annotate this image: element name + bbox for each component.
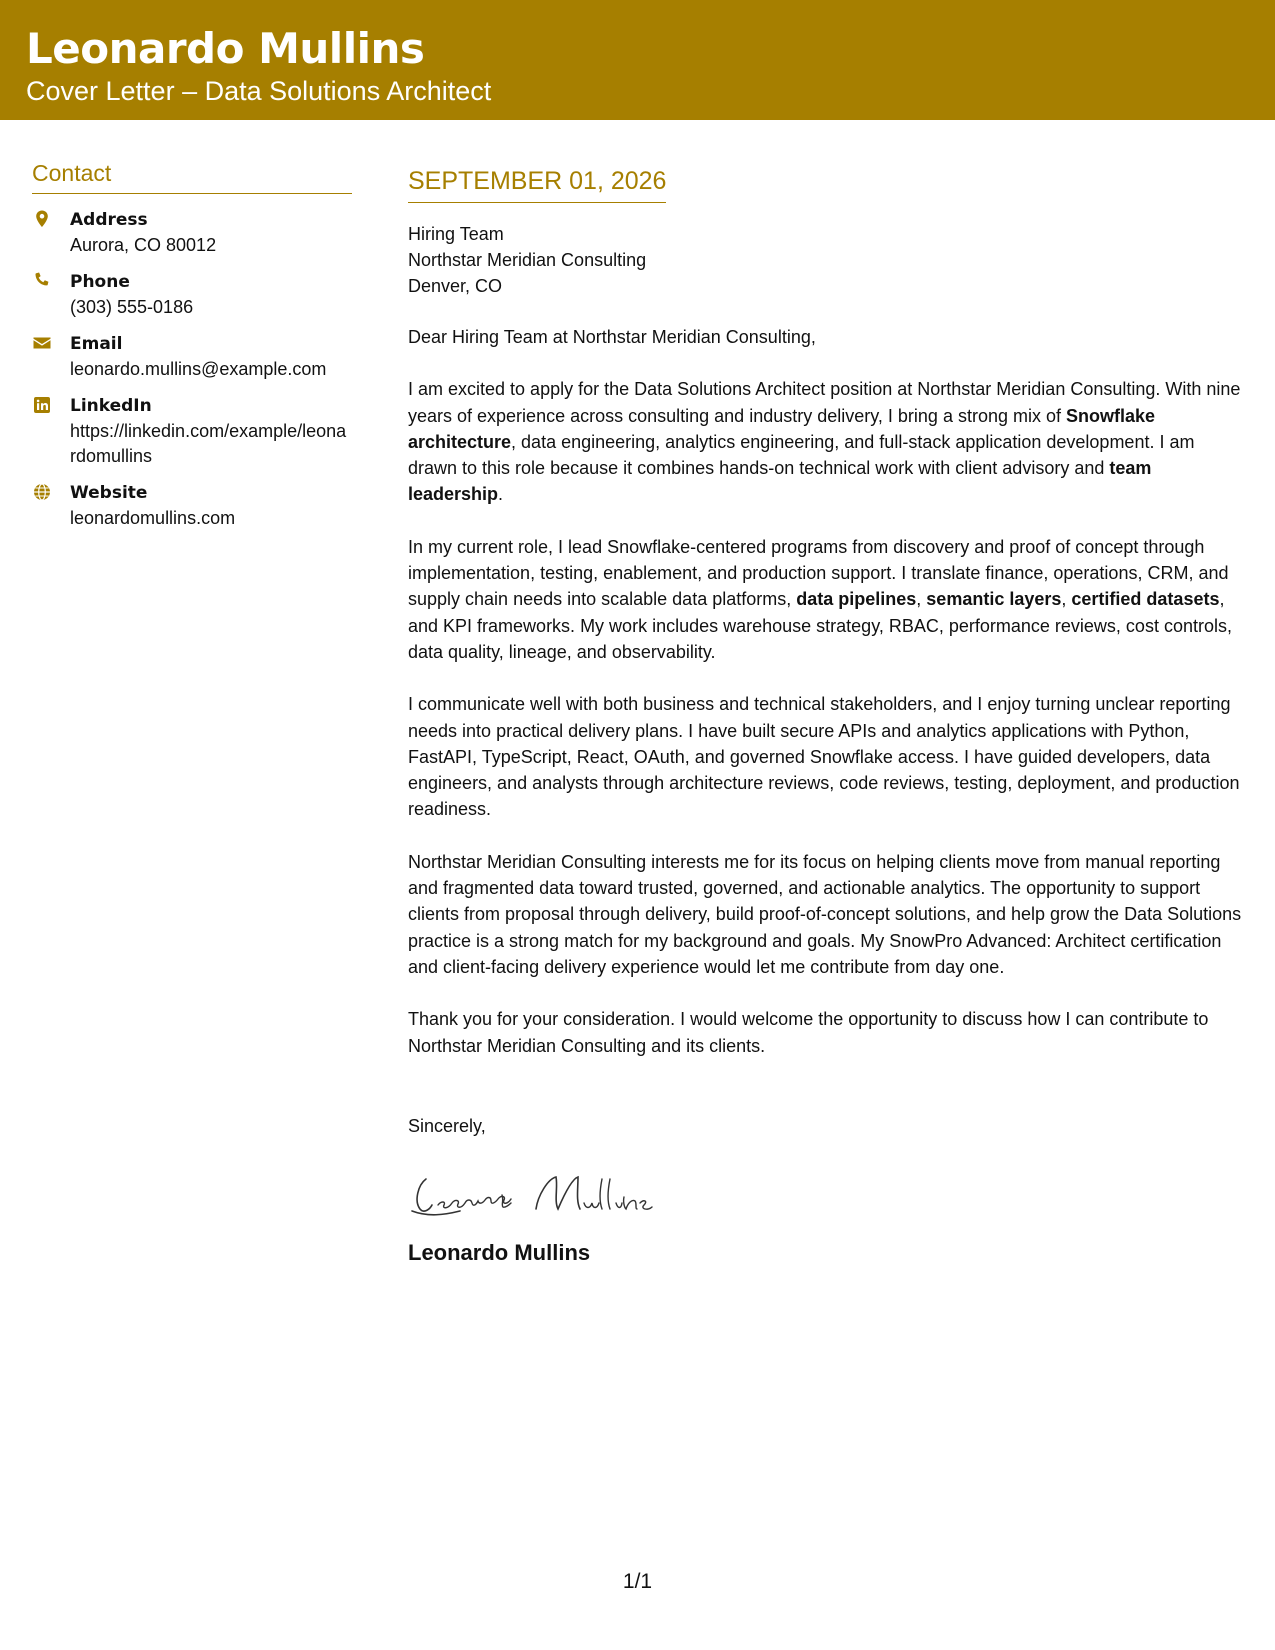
- letter-text: [408, 324, 1248, 1059]
- website-value[interactable]: leonardomullins.com: [70, 508, 236, 528]
- contact-item-website: [32, 481, 352, 531]
- contact-label: Email: [70, 334, 123, 354]
- emphasis: Snowflake architecture: [408, 405, 1156, 452]
- map-pin-icon: [32, 208, 70, 258]
- phone-icon: [32, 270, 70, 320]
- contact-item-phone: [32, 270, 352, 320]
- phone-value: (303) 555-0186: [70, 297, 194, 317]
- handwritten-signature: [408, 1165, 1248, 1225]
- contact-heading: Contact: [32, 160, 352, 194]
- linkedin-icon: [32, 394, 70, 469]
- signer-name: Leonardo Mullins: [408, 1239, 591, 1265]
- closing: Sincerely,: [408, 1115, 486, 1136]
- contact-label: Phone: [70, 272, 130, 292]
- contact-sidebar: [32, 160, 352, 543]
- recipient-line: Hiring Team: [408, 224, 504, 244]
- recipient-line: Denver, CO: [408, 276, 503, 296]
- emphasis: semantic layers: [926, 589, 1062, 610]
- contact-list: [32, 208, 352, 531]
- paragraph-2: In my current role, I lead Snowflake-centered programs from discovery and proof of concept through implementation, testing, enablement, and production support. I translate finance, operations, CRM, and supply chain needs into scalable data platforms, data pipelines, semantic layers, certified datasets, and KPI frameworks. My work includes warehouse strategy, RBAC, performance reviews, cost controls, data quality, lineage, and observability.: [408, 536, 1232, 662]
- address-value: Aurora, CO 80012: [70, 235, 217, 255]
- contact-item-linkedin: [32, 394, 352, 469]
- contact-label: Website: [70, 483, 148, 503]
- linkedin-value[interactable]: https://linkedin.com/example/leonardomullins: [70, 421, 347, 466]
- email-value[interactable]: leonardo.mullins@example.com: [70, 359, 327, 379]
- contact-label: Address: [70, 210, 148, 230]
- paragraph-3: I communicate well with both business and technical stakeholders, and I enjoy turning unclear reporting needs into practical delivery plans. I have built secure APIs and analytics applications with Python, FastAPI, TypeScript, React, OAuth, and governed Snowflake access. I have guided developers, data engineers, and analysts through architecture reviews, code reviews, testing, deployment, and production readiness.: [408, 694, 1240, 820]
- letter-date: SEPTEMBER 01, 2026: [408, 166, 666, 203]
- letter-subtitle: Cover Letter – Data Solutions Architect: [26, 76, 492, 106]
- applicant-name: Leonardo Mullins: [26, 24, 425, 73]
- contact-item-address: [32, 208, 352, 258]
- recipient-block: [408, 221, 1248, 299]
- salutation: Dear Hiring Team at Northstar Meridian Consulting,: [408, 327, 816, 347]
- letter-header: [0, 0, 1275, 120]
- contact-label: LinkedIn: [70, 396, 152, 416]
- paragraph-4: Northstar Meridian Consulting interests me for its focus on helping clients move from manual reporting and fragmented data toward trusted, governed, and actionable analytics. The opportunity to support clients from proposal through delivery, build proof-of-concept solutions, and help grow the Data Solutions practice is a strong match for my background and goals. My SnowPro Advanced: Architect certification and client-facing delivery experience would let me contribute from day one.: [408, 851, 1242, 977]
- page-number: 1/1: [622, 1570, 653, 1593]
- emphasis: certified datasets: [1071, 589, 1220, 610]
- emphasis: team leadership: [408, 458, 1152, 505]
- globe-icon: [32, 481, 70, 531]
- paragraph-5: Thank you for your consideration. I would welcome the opportunity to discuss how I can contribute to Northstar Meridian Consulting and its clients.: [408, 1009, 1209, 1056]
- contact-item-email: [32, 332, 352, 382]
- recipient-line: Northstar Meridian Consulting: [408, 250, 647, 270]
- paragraph-1: I am excited to apply for the Data Solutions Architect position at Northstar Meridian Consulting. With nine years of experience across consulting and industry delivery, I bring a strong mix of Snowflake architecture, data engineering, analytics engineering, and full-stack application development. I am drawn to this role because it combines hands-on technical work with client advisory and team leadership.: [408, 379, 1241, 505]
- emphasis: data pipelines: [796, 589, 917, 610]
- envelope-icon: [32, 332, 70, 382]
- letter-body: [408, 166, 1248, 1267]
